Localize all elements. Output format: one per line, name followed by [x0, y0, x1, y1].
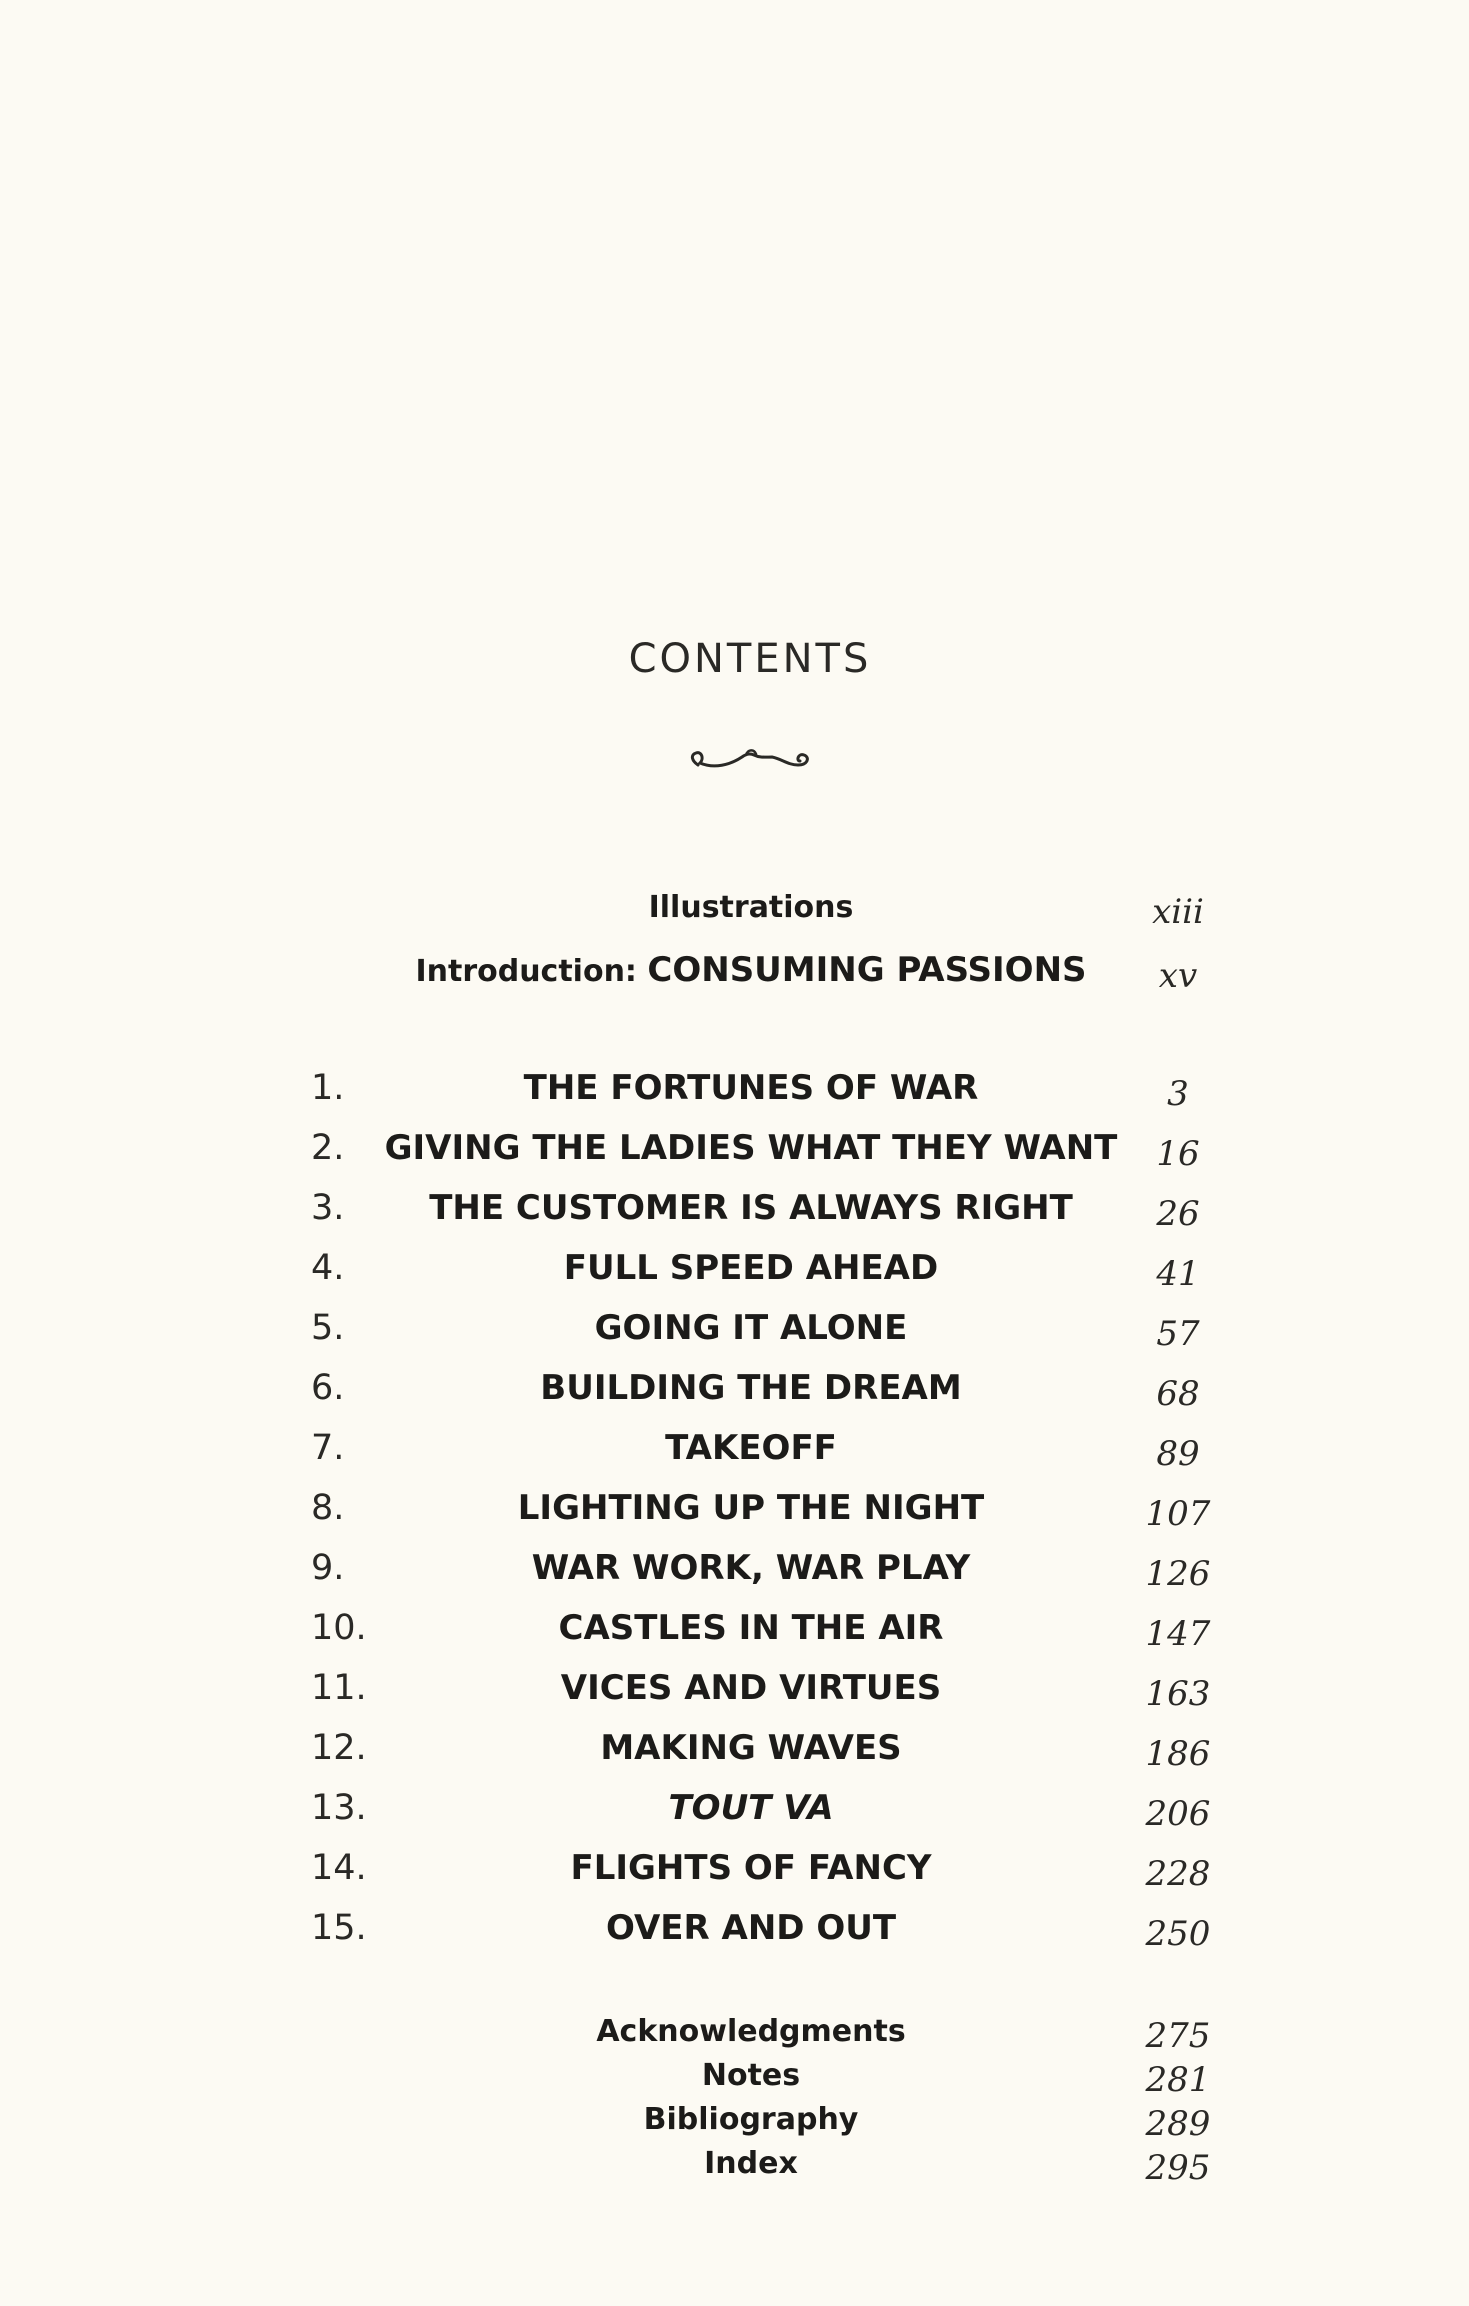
entry-title	[415, 944, 1086, 998]
page-title: CONTENTS	[628, 636, 872, 682]
toc-chapter-5[interactable]	[0, 1302, 1469, 1354]
chapter-page-number: 126	[1145, 1554, 1211, 1594]
chapter-number: 12.	[311, 1728, 367, 1768]
entry-page-number: 281	[1145, 2060, 1211, 2100]
entry-title: Illustrations	[648, 890, 854, 925]
flourish-ornament-icon	[684, 735, 816, 783]
chapter-title: FULL SPEED AHEAD	[563, 1248, 939, 1288]
toc-chapter-12[interactable]	[0, 1722, 1469, 1774]
chapter-title: CASTLES IN THE AIR	[558, 1608, 944, 1648]
entry-title: Notes	[701, 2058, 801, 2093]
entry-page-number: xiii	[1152, 892, 1204, 932]
chapter-title: MAKING WAVES	[600, 1728, 902, 1768]
entry-page-number: 289	[1145, 2104, 1211, 2144]
chapter-page-number: 163	[1145, 1674, 1211, 1714]
toc-entry-index[interactable]	[0, 2142, 1469, 2194]
chapter-number: 4.	[311, 1248, 345, 1288]
entry-title: Index	[704, 2146, 798, 2181]
entry-title: Acknowledgments	[596, 2014, 906, 2049]
chapter-title: LIGHTING UP THE NIGHT	[517, 1488, 985, 1528]
chapter-number: 2.	[311, 1128, 345, 1168]
chapter-number: 8.	[311, 1488, 345, 1528]
chapter-title: GIVING THE LADIES WHAT THEY WANT	[384, 1128, 1118, 1168]
chapter-title: TAKEOFF	[665, 1428, 837, 1468]
chapter-title: WAR WORK, WAR PLAY	[531, 1548, 971, 1588]
entry-page-number: 295	[1145, 2148, 1211, 2188]
chapter-page-number: 57	[1156, 1314, 1200, 1354]
chapter-number: 3.	[311, 1188, 345, 1228]
chapter-number: 6.	[311, 1368, 345, 1408]
chapter-page-number: 3	[1167, 1074, 1189, 1114]
chapter-title: FLIGHTS OF FANCY	[570, 1848, 932, 1888]
chapter-page-number: 16	[1156, 1134, 1200, 1174]
toc-entry-illustrations[interactable]	[0, 886, 1469, 938]
chapter-number: 13.	[311, 1788, 367, 1828]
chapter-page-number: 107	[1145, 1494, 1211, 1534]
chapter-title: BUILDING THE DREAM	[540, 1368, 962, 1408]
toc-chapter-1[interactable]	[0, 1062, 1469, 1114]
chapter-page-number: 228	[1145, 1854, 1211, 1894]
toc-chapter-10[interactable]	[0, 1602, 1469, 1654]
toc-chapter-7[interactable]	[0, 1422, 1469, 1474]
chapter-page-number: 26	[1156, 1194, 1200, 1234]
toc-chapter-3[interactable]	[0, 1182, 1469, 1234]
toc-chapter-2[interactable]	[0, 1122, 1469, 1174]
toc-chapter-4[interactable]	[0, 1242, 1469, 1294]
toc-chapter-8[interactable]	[0, 1482, 1469, 1534]
chapter-page-number: 206	[1145, 1794, 1211, 1834]
chapter-title: GOING IT ALONE	[594, 1308, 908, 1348]
toc-chapter-13[interactable]	[0, 1782, 1469, 1834]
chapter-title: TOUT VA	[668, 1788, 834, 1828]
entry-subtitle: CONSUMING PASSIONS	[647, 950, 1087, 990]
chapter-title: THE CUSTOMER IS ALWAYS RIGHT	[429, 1188, 1073, 1228]
chapter-title: VICES AND VIRTUES	[560, 1668, 942, 1708]
chapter-title: OVER AND OUT	[605, 1908, 897, 1948]
chapter-number: 10.	[311, 1608, 367, 1648]
chapter-number: 5.	[311, 1308, 345, 1348]
toc-entry-introduction[interactable]	[0, 944, 1469, 996]
toc-chapter-15[interactable]	[0, 1902, 1469, 1954]
toc-chapter-14[interactable]	[0, 1842, 1469, 1894]
toc-chapter-11[interactable]	[0, 1662, 1469, 1714]
entry-title: Bibliography	[643, 2102, 859, 2137]
chapter-page-number: 186	[1145, 1734, 1211, 1774]
chapter-page-number: 41	[1156, 1254, 1200, 1294]
chapter-page-number: 147	[1145, 1614, 1211, 1654]
chapter-number: 14.	[311, 1848, 367, 1888]
chapter-number: 1.	[311, 1068, 345, 1108]
chapter-number: 7.	[311, 1428, 345, 1468]
entry-page-number: 275	[1145, 2016, 1211, 2056]
chapter-number: 15.	[311, 1908, 367, 1948]
chapter-number: 11.	[311, 1668, 367, 1708]
toc-chapter-9[interactable]	[0, 1542, 1469, 1594]
chapter-title: THE FORTUNES OF WAR	[523, 1068, 979, 1108]
entry-page-number: xv	[1158, 956, 1198, 996]
toc-chapter-6[interactable]	[0, 1362, 1469, 1414]
chapter-number: 9.	[311, 1548, 345, 1588]
chapter-page-number: 89	[1156, 1434, 1200, 1474]
chapter-page-number: 68	[1156, 1374, 1200, 1414]
entry-prefix: Introduction:	[415, 954, 648, 989]
chapter-page-number: 250	[1145, 1914, 1211, 1954]
